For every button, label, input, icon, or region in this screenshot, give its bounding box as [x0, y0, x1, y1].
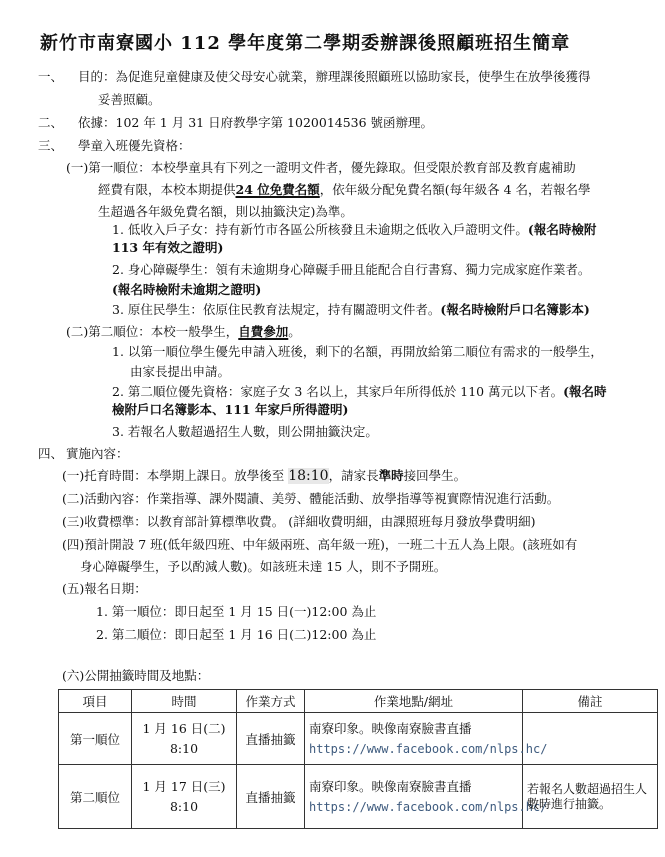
free-quota-emphasis: 24 位免費名額 [235, 182, 320, 197]
facebook-link[interactable]: https://www.facebook.com/nlps.hc/ [309, 741, 548, 756]
priority-2-item-1-cont: 由家長提出申請。 [130, 364, 231, 379]
section-1-purpose-line1: 目的：為促進兒童健康及使父母安心就業，辦理課後照顧班以協助家長，使學生在放學後獲得 [78, 69, 591, 84]
registration-dates-heading: (五)報名日期： [62, 581, 147, 596]
pickup-time: 18:10 [288, 468, 329, 484]
low-income-attach-note-cont: 113 年有效之證明) [112, 240, 224, 255]
priority-1-item-2: 2. 身心障礙學生：領有未逾期身心障礙手冊且能配合自行書寫、獨力完成家庭作業者。 [112, 262, 591, 277]
section-2-basis: 依據：102 年 1 月 31 日府教學字第 1020014536 號函辦理。 [78, 115, 434, 130]
header-note: 備註 [523, 690, 658, 713]
care-hours [62, 468, 466, 484]
row-date: 1 月 16 日(二) [142, 720, 226, 736]
row-date: 1 月 17 日(三) [142, 778, 226, 794]
priority-2-line1 [66, 324, 301, 340]
lottery-schedule-table [58, 689, 658, 829]
facebook-link[interactable]: https://www.facebook.com/nlps.hc/ [309, 799, 548, 814]
indigenous-text: 3. 原住民學生：依原住民教育法規定，持有關證明文件者。 [112, 302, 441, 317]
disability-attach-note: (報名時檢附未逾期之證明) [112, 282, 262, 297]
row-method: 直播抽籤 [237, 765, 305, 829]
care-hours-mid: ，請家長 [328, 468, 379, 483]
indigenous-attach-note: (報名時檢附戶口名簿影本) [440, 302, 590, 317]
lottery-note: 若報名人數超過招生人數時進行抽籤。 [527, 781, 648, 811]
header-place: 作業地點/網址 [305, 690, 523, 713]
section-4-heading: 實施內容： [66, 446, 129, 461]
priority-2-attach-note-cont: 檢附戶口名簿影本、111 年家戶所得證明) [112, 402, 349, 417]
registration-date-1: 1. 第一順位：即日起至 1 月 15 日(一)12:00 為止 [96, 604, 377, 619]
priority-2-period: 。 [288, 324, 301, 339]
priority-2-item-3: 3. 若報名人數超過招生人數，則公開抽籤決定。 [112, 424, 378, 439]
document-title: 新竹市南寮國小 112 學年度第二學期委辦課後照顧班招生簡章 [40, 33, 571, 54]
class-plan-line2: 身心障礙學生，予以酌減人數)。如該班未達 15 人，則不予開班。 [80, 559, 447, 574]
row-place-name: 南寮印象。映像南寮臉書直播 [309, 778, 472, 794]
priority-2-item-2-text: 2. 第二順位優先資格：家庭子女 3 名以上，其家戶年所得低於 110 萬元以下者。 [112, 384, 564, 399]
on-time-emphasis: 準時 [378, 468, 404, 483]
row-place-name: 南寮印象。映像南寮臉書直播 [309, 720, 472, 736]
priority-1-line2 [98, 182, 591, 198]
row-method: 直播抽籤 [237, 713, 305, 765]
care-hours-end: 接回學生。 [403, 468, 467, 483]
section-1-purpose-line2: 妥善照顧。 [98, 92, 161, 107]
section-3-heading: 學童入班優先資格： [78, 138, 191, 153]
priority-2-item-1: 1. 以第一順位學生優先申請入班後，剩下的名額，再開放給第二順位有需求的一般學生， [112, 344, 603, 359]
low-income-text: 1. 低收入戶子女：持有新竹市各區公所核發且未逾期之低收入戶證明文件。 [112, 222, 528, 237]
registration-date-2: 2. 第二順位：即日起至 1 月 16 日(二)12:00 為止 [96, 627, 377, 642]
class-plan-line1: (四)預計開設 7 班(低年級四班、中年級兩班、高年級一班)，一班二十五人為上限。(該班如有 [62, 537, 578, 552]
header-time: 時間 [132, 690, 237, 713]
row-note [523, 713, 658, 765]
self-paid-emphasis: 自費參加 [238, 324, 289, 339]
priority-2-item-2 [112, 384, 607, 400]
lottery-heading: (六)公開抽籤時間及地點： [62, 668, 210, 683]
table-row [59, 765, 658, 829]
priority-1-line3: 生超過各年級免費名額，則以抽籤決定)為準。 [98, 204, 353, 219]
section-4-number: 四、 [38, 446, 64, 461]
activities: (二)活動內容：作業指導、課外閱讀、美勞、體能活動、放學指導等視實際情況進行活動。 [62, 491, 560, 506]
header-method: 作業方式 [237, 690, 305, 713]
row-time [132, 713, 237, 765]
row-note [523, 765, 658, 829]
row-place [305, 713, 548, 765]
priority-1-line2-rest: ，依年級分配免費名額(每年級各 4 名，若報名學 [319, 182, 591, 197]
low-income-attach-note: (報名時檢附 [527, 222, 597, 237]
priority-1-line2-text: 經費有限，本校本期提供 [98, 182, 236, 197]
header-item: 項目 [59, 690, 132, 713]
fee-standard: (三)收費標準：以教育部計算標準收費。 (詳細收費明細，由課照班每月發放學費明細) [62, 514, 536, 529]
section-2-number: 二、 [38, 115, 64, 130]
table-row [59, 713, 658, 765]
section-1-number: 一、 [38, 69, 64, 84]
row-item: 第二順位 [59, 765, 132, 829]
row-time [132, 765, 237, 829]
row-hour: 8:10 [169, 798, 199, 814]
care-hours-text: (一)托育時間：本學期上課日。放學後至 [62, 468, 289, 483]
priority-2-text: (二)第二順位：本校一般學生， [66, 324, 239, 339]
priority-2-attach-note: (報名時 [563, 384, 607, 399]
row-item: 第一順位 [59, 713, 132, 765]
priority-1-item-3 [112, 302, 590, 318]
priority-1-line1: (一)第一順位：本校學童具有下列之一證明文件者，優先錄取。但受限於教育部及教育處補助 [66, 160, 576, 175]
section-3-number: 三、 [38, 138, 64, 153]
table-header-row [59, 690, 658, 713]
row-place [305, 765, 548, 829]
row-hour: 8:10 [169, 740, 199, 756]
priority-1-item-1 [112, 222, 596, 238]
